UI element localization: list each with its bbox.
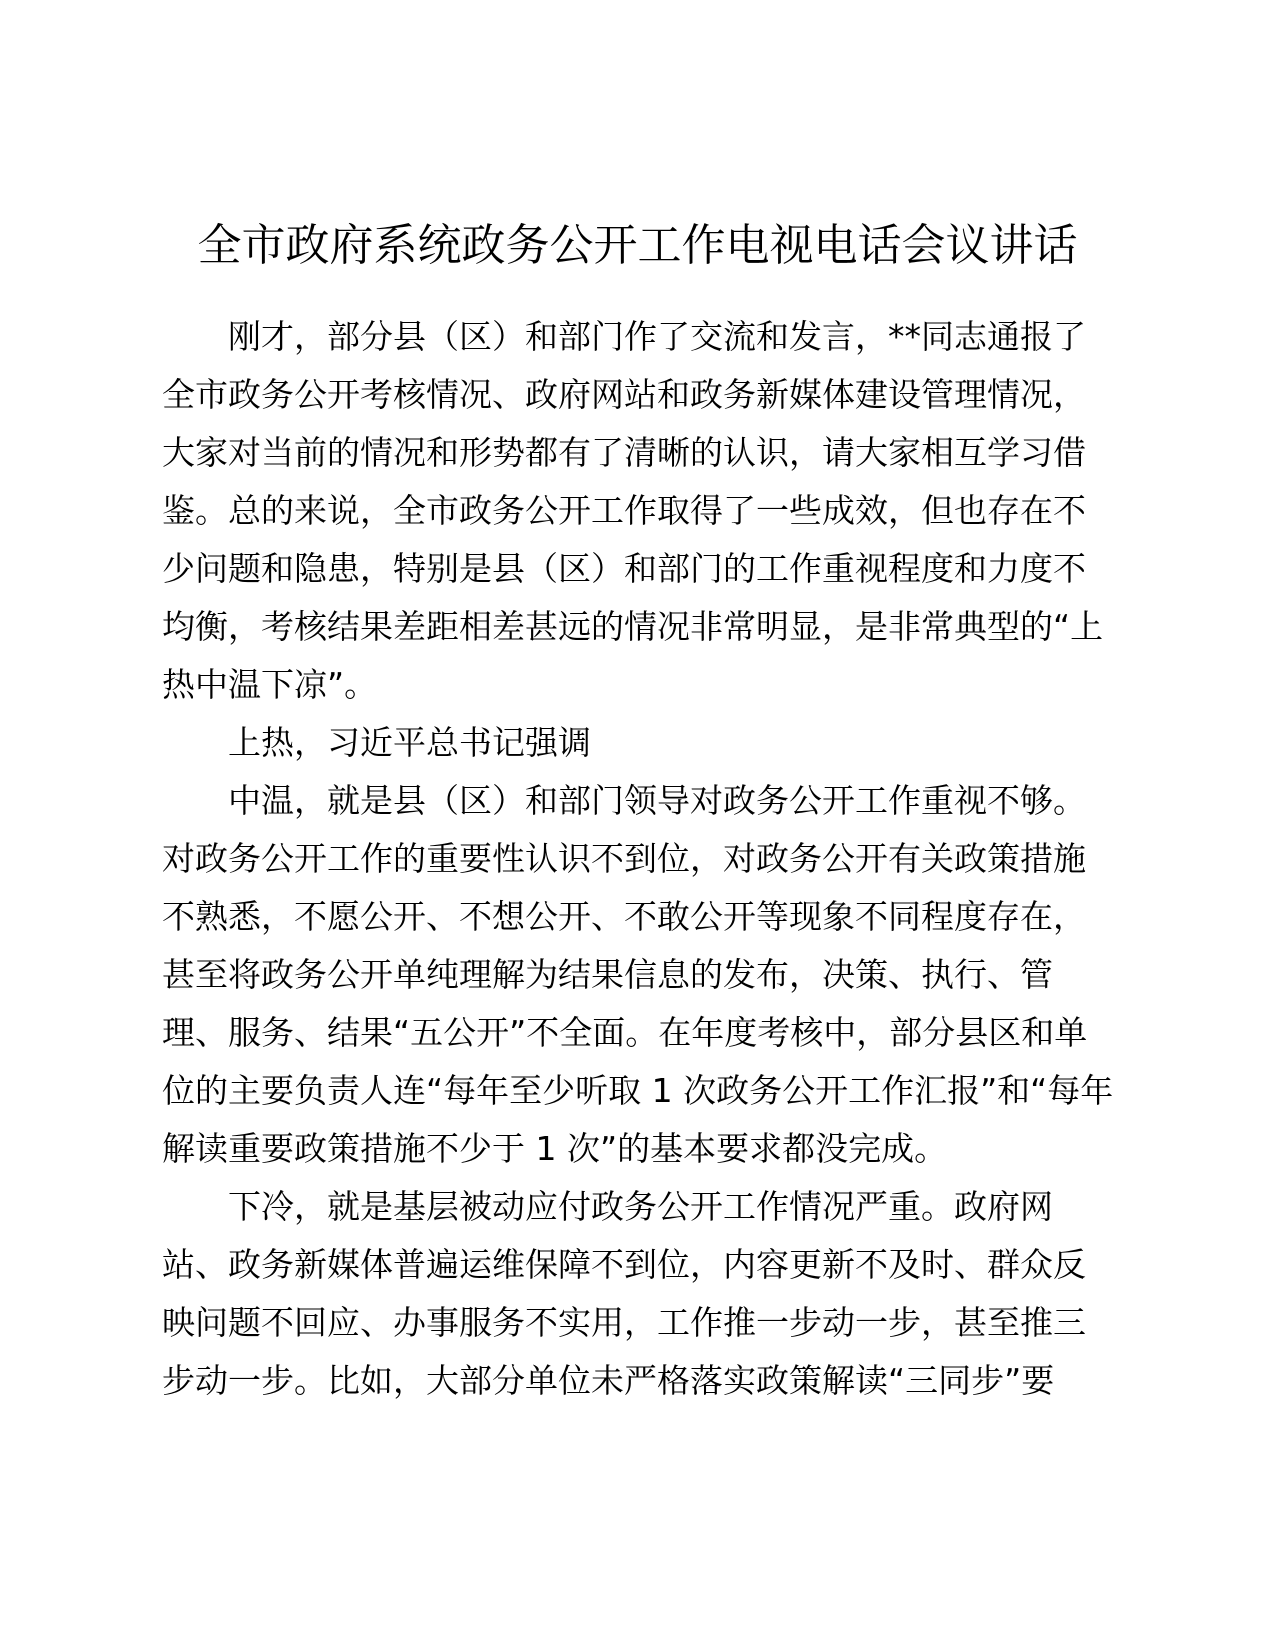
paragraph-line: 映问题不回应、办事服务不实用，工作推一步动一步，甚至推三 xyxy=(162,1303,1086,1342)
paragraph-line: 均衡，考核结果差距相差甚远的情况非常明显，是非常典型的“上 xyxy=(162,607,1104,646)
paragraph-line: 对政务公开工作的重要性认识不到位，对政务公开有关政策措施 xyxy=(162,839,1086,878)
paragraph-line: 少问题和隐患，特别是县（区）和部门的工作重视程度和力度不 xyxy=(162,549,1086,588)
document-body xyxy=(162,308,1122,1410)
paragraph-line: 热中温下凉”。 xyxy=(162,665,378,704)
paragraph-line: 甚至将政务公开单纯理解为结果信息的发布，决策、执行、管 xyxy=(162,955,1053,994)
paragraph-line: 站、政务新媒体普遍运维保障不到位，内容更新不及时、群众反 xyxy=(162,1245,1086,1284)
paragraph-line: 解读重要政策措施不少于 1 次”的基本要求都没完成。 xyxy=(162,1129,948,1168)
paragraph-1 xyxy=(162,308,1122,714)
paragraph-line: 位的主要负责人连“每年至少听取 1 次政务公开工作汇报”和“每年 xyxy=(162,1071,1114,1110)
paragraph-line: 鉴。总的来说，全市政务公开工作取得了一些成效，但也存在不 xyxy=(162,491,1086,530)
paragraph-line: 下冷，就是基层被动应付政务公开工作情况严重。政府网 xyxy=(228,1187,1053,1226)
paragraph-line: 全市政务公开考核情况、政府网站和政务新媒体建设管理情况， xyxy=(162,375,1086,414)
paragraph-line: 大家对当前的情况和形势都有了清晰的认识，请大家相互学习借 xyxy=(162,433,1086,472)
paragraph-line: 中温，就是县（区）和部门领导对政务公开工作重视不够。 xyxy=(228,781,1086,820)
paragraph-line: 刚才，部分县（区）和部门作了交流和发言，**同志通报了 xyxy=(228,317,1086,356)
paragraph-line: 理、服务、结果“五公开”不全面。在年度考核中，部分县区和单 xyxy=(162,1013,1088,1052)
paragraph-line: 上热，习近平总书记强调 xyxy=(228,723,591,762)
paragraph-2 xyxy=(162,714,1122,772)
paragraph-3 xyxy=(162,772,1122,1178)
paragraph-line: 不熟悉，不愿公开、不想公开、不敢公开等现象不同程度存在， xyxy=(162,897,1086,936)
document-title: 全市政府系统政务公开工作电视电话会议讲话 xyxy=(197,220,1078,271)
paragraph-4 xyxy=(162,1178,1122,1410)
paragraph-line: 步动一步。比如，大部分单位未严格落实政策解读“三同步”要 xyxy=(162,1361,1055,1400)
